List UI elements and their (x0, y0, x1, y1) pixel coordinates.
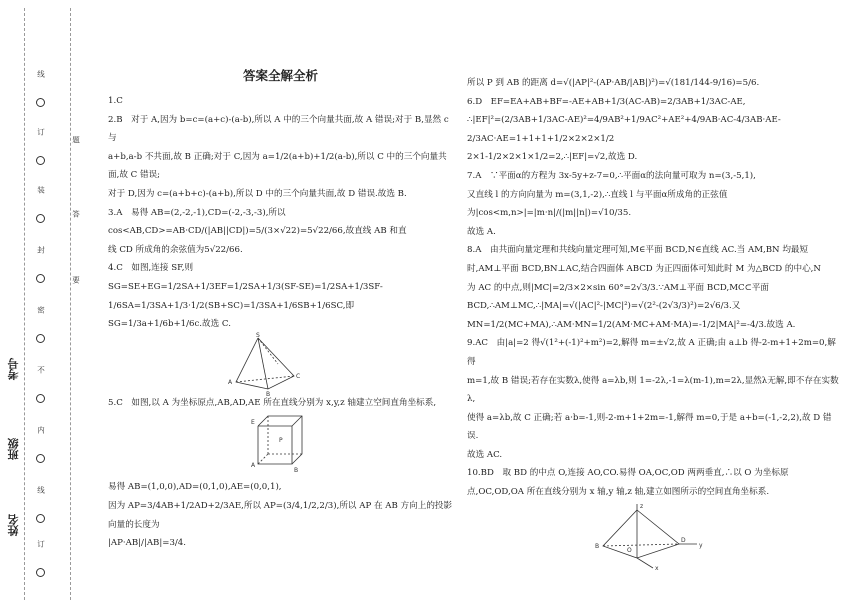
binding-hole-icon (36, 394, 45, 403)
coordinate-tetrahedron-figure (467, 502, 839, 572)
inner-char: 答 (71, 210, 81, 218)
answer-line: 使得 a=λb,故 C 正确;若 a·b=-1,则-2-m+1+2m=-1,解得 m=0,于是 a+b=(-1,-2,2),故 D 错误. (467, 412, 832, 442)
cut-line-outer (24, 8, 25, 600)
answer-line: 时,AM⊥平面 BCD,BN⊥AC,结合四面体 ABCD 为正四面体可知此时 M 为△BCD 的中心,N (467, 263, 821, 274)
seal-char: 不 (36, 366, 46, 374)
binding-hole-icon (36, 514, 45, 523)
name-label: 姓名 (7, 514, 20, 536)
answer-line: ∴|EF|²=(2/3AB+1/3AC-AE)²=4/9AB²+1/9AC²+AE²+4/9AB·AC-4/3AB·AE-2/3AC·AE=1+1+1+1/2×2×2×1/2 (467, 115, 781, 144)
svg-text:D: D (681, 536, 686, 544)
answer-line: m=1,故 B 错误;若存在实数λ,使得 a=λb,则 1=-2λ,-1=λ(m-1),m=2λ,显然λ无解,即不存在实数λ, (467, 375, 839, 405)
answer-line: 6.D EF=EA+AB+BF=-AE+AB+1/3(AC-AB)=2/3AB+1/3AC-AE, (467, 96, 746, 107)
seal-char: 线 (36, 70, 46, 78)
answer-line: MN=1/2(MC+MA),∴AM·MN=1/2(AM·MC+AM·MA)=-1/2|MA|²=-4/3.故选 A. (467, 319, 796, 330)
right-column (467, 74, 839, 572)
answer-line: 9.AC 由|a|=2 得√(1²+(-1)²+m²)=2,解得 m=±√2,故 A 正确;由 a⊥b 得-2-m+1+2m=0,解得 (467, 338, 836, 367)
seal-char: 内 (36, 426, 46, 434)
seal-char: 装 (36, 186, 46, 194)
binding-hole-icon (36, 334, 45, 343)
answer-line: SG=1/3a+1/6b+1/6c.故选 C. (108, 319, 231, 330)
svg-text:P: P (279, 437, 283, 445)
svg-text:B: B (294, 467, 299, 475)
seal-char: 订 (36, 540, 46, 548)
binding-hole-icon (36, 454, 45, 463)
answer-line: 2×1-1/2×2×1×1/2=2,∴|EF|=√2,故选 D. (467, 152, 638, 163)
binding-hole-icon (36, 568, 45, 577)
inner-char: 要 (71, 276, 81, 284)
binding-hole-icon (36, 274, 45, 283)
seal-char: 密 (36, 306, 46, 314)
svg-text:A: A (228, 378, 233, 386)
seal-char: 线 (36, 486, 46, 494)
svg-text:S: S (256, 331, 260, 339)
cut-line-inner (70, 8, 71, 600)
answer-line: 4.C 如图,连接 SF,则 (108, 263, 194, 274)
svg-text:x: x (655, 564, 659, 572)
answer-line: 5.C 如图,以 A 为坐标原点,AB,AD,AE 所在直线分别为 x,y,z 轴建立空间直角坐标系, (108, 397, 437, 408)
svg-text:B: B (266, 390, 271, 398)
svg-text:B: B (595, 542, 600, 550)
answer-line: 易得 AB=(1,0,0),AD=(0,1,0),AE=(0,0,1), (108, 482, 282, 493)
answer-line: |AP·AB|/|AB|=3/4. (108, 538, 187, 549)
binding-hole-icon (36, 214, 45, 223)
answer-line: 因为 AP=3/4AB+1/2AD+2/3AE,所以 AP=(3/4,1/2,2/3),所以 AP 在 AB 方向上的投影向量的长度为 (108, 500, 453, 530)
answer-line: 1.C (108, 96, 123, 106)
svg-text:z: z (640, 502, 644, 510)
answer-line: 对于 D,因为 c=(a+b+c)-(a+b),所以 D 中的三个向量共面,故 D 错误.故选 B. (108, 188, 407, 199)
answer-line: 点,OC,OD,OA 所在直线分别为 x 轴,y 轴,z 轴,建立如图所示的空间直角坐标系. (467, 487, 770, 498)
seal-char: 订 (36, 128, 46, 136)
answer-line: 8.A 由共面向量定理和共线向量定理可知,M∈平面 BCD,N∈直线 AC.当 AM,BN 均最短 (467, 245, 809, 256)
answer-line: BCD,∴AM⊥MC,∴|MA|=√(|AC|²-|MC|²)=√(2²-(2√3/3)²)=2√6/3.又 (467, 301, 741, 312)
student-id-label: 考号 (7, 358, 20, 380)
answer-line: 故选 A. (467, 226, 496, 237)
cube-figure (108, 412, 453, 478)
svg-text:C: C (296, 372, 301, 380)
answer-line: SG=SE+EG=1/2SA+1/3EF=1/2SA+1/3(SF-SE)=1/2SA+1/3SF-1/6SA=1/3SA+1/3·1/2(SB+SC)=1/3SA+1/6SB+1/6SC,即 (108, 281, 383, 311)
left-column (108, 92, 453, 553)
svg-text:y: y (699, 541, 703, 549)
page-title: 答案全解全析 (242, 68, 318, 83)
answer-line: 所以 P 到 AB 的距离 d=√(|AP|²-(AP·AB/|AB|)²)=√(181/144-9/16)=5/6. (467, 78, 760, 88)
answer-line: 为 AC 的中点,则|MC|=2/3×2×sin 60°=2√3/3.∵AM⊥平面 BCD,MC⊂平面 (467, 282, 769, 293)
answer-line: 故选 AC. (467, 449, 503, 460)
answer-line: 2.B 对于 A,因为 b=c=(a+c)-(a-b),所以 A 中的三个向量共面,故 A 错误;对于 B,显然 c 与 (108, 114, 449, 144)
class-label: 班级 (7, 438, 20, 460)
svg-text:A: A (251, 462, 256, 470)
binding-hole-icon (36, 98, 45, 107)
answer-line: 线 CD 所成角的余弦值为5√22/66. (108, 244, 243, 255)
svg-text:E: E (251, 419, 255, 427)
answer-line: 10.BD 取 BD 的中点 O,连接 AO,CO.易得 OA,OC,OD 两两垂直,∴以 O 为坐标原 (467, 468, 789, 479)
seal-char: 封 (36, 246, 46, 254)
answer-line: 3.A 易得 AB=(2,-2,-1),CD=(-2,-3,-3),所以 cos<AB,CD>=AB·CD/(|AB||CD|)=5/(3×√22)=5√22/66,故直线 AB 和直 (108, 207, 407, 237)
inner-char: 题 (71, 136, 81, 144)
svg-text:O: O (627, 546, 632, 554)
answer-line: 又直线 l 的方向向量为 m=(3,1,-2),∴直线 l 与平面α所成角的正弦值为|cos<m,n>|=|m·n|/(|m||n|)=√10/35. (467, 189, 728, 219)
tetrahedron-figure (108, 331, 453, 398)
binding-hole-icon (36, 156, 45, 165)
answer-line: a+b,a-b 不共面,故 B 正确;对于 C,因为 a=1/2(a+b)+1/2(a-b),所以 C 中的三个向量共面,故 C 错误; (108, 151, 447, 181)
binding-margin (0, 0, 100, 608)
answer-line: 7.A ∵平面α的方程为 3x-5y+z-7=0,∴平面α的法向量可取为 n=(3,-5,1), (467, 170, 756, 181)
